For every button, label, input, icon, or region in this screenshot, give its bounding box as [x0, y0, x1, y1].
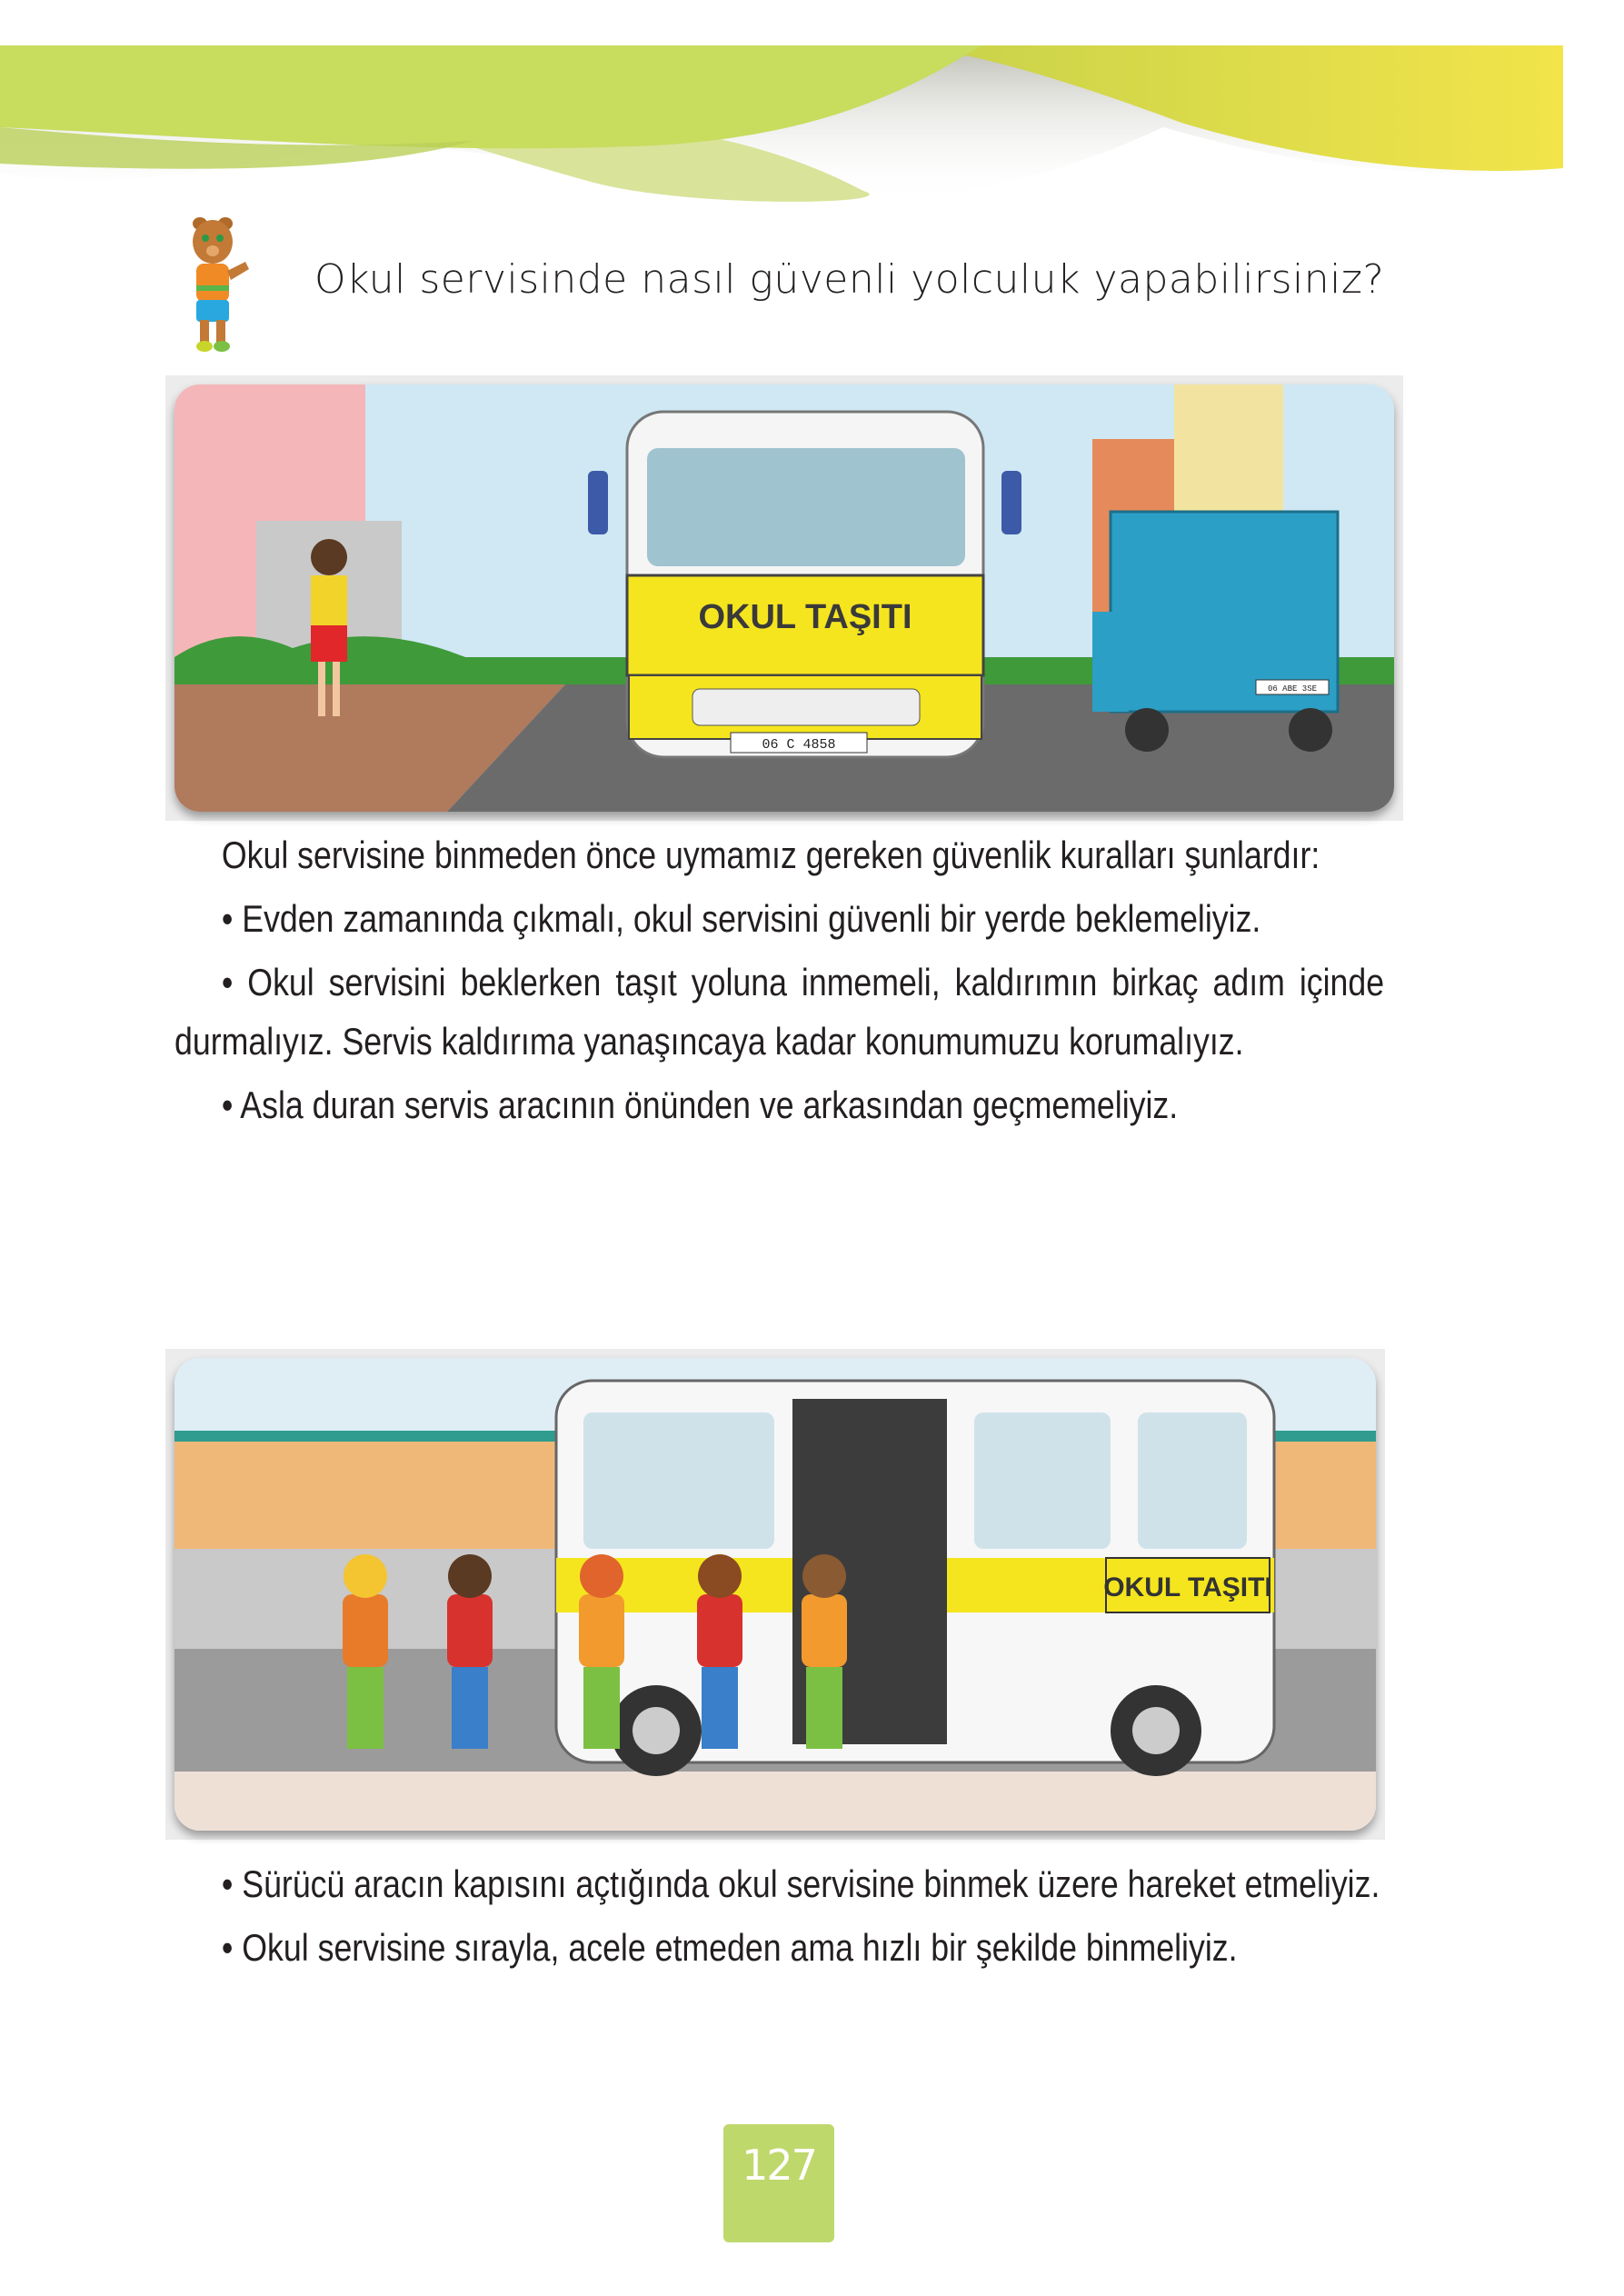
intro-paragraph: Okul servisine binmeden önce uymamız gereken güvenlik kuralları şunlardır:: [221, 834, 1320, 876]
bus-sign-1: OKUL TAŞITI: [698, 598, 912, 636]
section-question: Okul servisinde nasıl güvenli yolculuk yapabilirsiniz?: [314, 256, 1385, 303]
illustration-bus-arriving: [165, 375, 1403, 821]
truck-plate: 06 ABE 3SE: [1267, 684, 1318, 694]
rule-item: • Sürücü aracın kapısını açtığında okul servisine binmek üzere hareket etmeliyiz.: [221, 1862, 1380, 1905]
rule-item: • Okul servisine sırayla, acele etmeden ama hızlı bir şekilde binmeliyiz.: [221, 1926, 1238, 1969]
rule-item: • Okul servisini beklerken taşıt yoluna inmemeli, kaldırımın birkaç adım içinde durmalıyız. Servis kaldırıma yanaşıncaya kadar konumumuzu korumalıyız.: [174, 961, 1385, 1063]
page-number: 127: [723, 2124, 834, 2242]
rule-item: • Evden zamanında çıkmalı, okul servisini güvenli bir yerde beklemeliyiz.: [221, 897, 1261, 940]
bus-sign-2: OKUL TAŞITI: [1103, 1572, 1272, 1602]
illustration-children-boarding: [165, 1349, 1385, 1840]
rule-item: • Asla duran servis aracının önünden ve arkasından geçmemeliyiz.: [221, 1083, 1179, 1126]
rules-while-boarding: [174, 1854, 1384, 1982]
rules-before-boarding: [174, 825, 1384, 1139]
bus-plate: 06 C 4858: [762, 737, 836, 753]
bear-mascot-icon: [173, 216, 273, 357]
header-banner: [0, 36, 1563, 218]
